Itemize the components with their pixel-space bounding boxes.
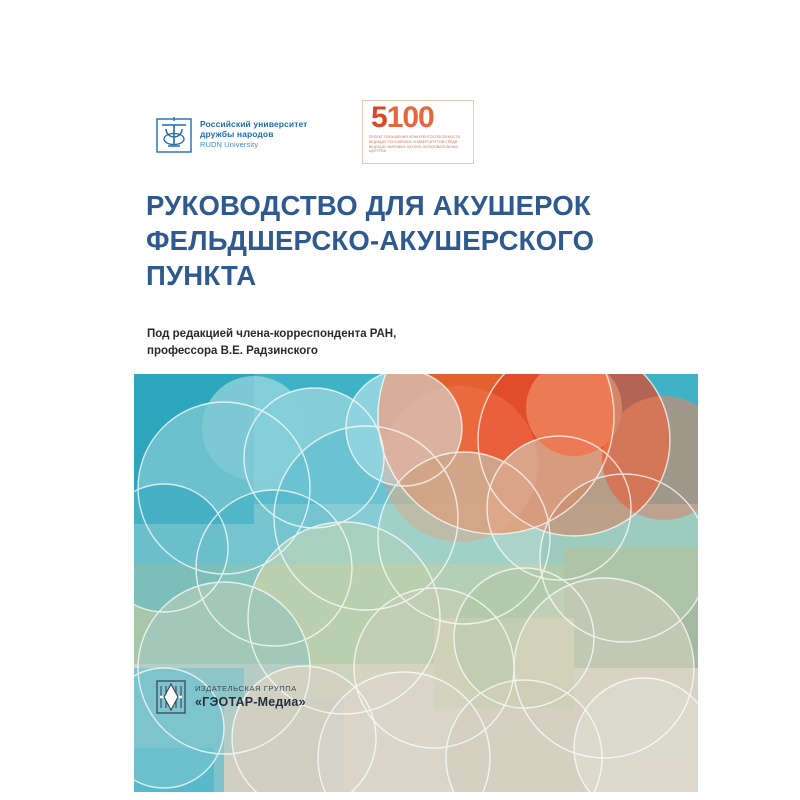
rudn-line-3: RUDN University	[200, 139, 259, 149]
cover-editors-line-2: профессора В.Е. Радзинского	[147, 344, 318, 357]
cover-title-line-2: ФЕЛЬДШЕРСКО-АКУШЕРСКОГО	[146, 225, 595, 257]
cover-title	[146, 188, 666, 294]
logo-row	[104, 100, 698, 170]
cover-title-line-3: ПУНКТА	[146, 260, 257, 292]
rudn-logo	[156, 110, 346, 158]
cover-title-line-1: РУКОВОДСТВО ДЛЯ АКУШЕРОК	[146, 190, 591, 221]
publisher-text	[195, 684, 306, 711]
rudn-line-1: Российский университет	[200, 119, 308, 130]
bubbles-illustration	[104, 368, 698, 792]
book-cover	[104, 8, 698, 792]
cover-editors-line-1: Под редакцией члена-корреспондента РАН,	[147, 328, 397, 340]
project-5100-five: 5	[371, 101, 387, 134]
rudn-emblem-icon	[156, 115, 192, 153]
project-5100-number	[371, 103, 434, 133]
rudn-line-2: дружбы народов	[200, 129, 274, 140]
project-5100-fine-print: ПРОЕКТ ПОВЫШЕНИЯ КОНКУРЕНТОСПОСОБНОСТИ ВЕДУЩИХ РОССИЙСКИХ УНИВЕРСИТЕТОВ СРЕДИ ВЕДУЩИХ МИРОВЫХ НАУЧНО-ОБРАЗОВАТЕЛЬНЫХ ЦЕНТРОВ	[369, 135, 461, 154]
project-5100-hundred: 100	[386, 101, 434, 134]
rudn-logo-text	[200, 119, 307, 149]
publisher-line-1: ИЗДАТЕЛЬСКАЯ ГРУППА	[195, 683, 297, 693]
publisher-logo	[156, 676, 456, 718]
cover-artwork	[104, 368, 698, 792]
publisher-line-2: «ГЭОТАР-Медиа»	[195, 694, 306, 709]
geotar-emblem-icon	[156, 680, 186, 714]
cover-editors	[147, 326, 587, 359]
project-5100-logo	[362, 100, 474, 164]
